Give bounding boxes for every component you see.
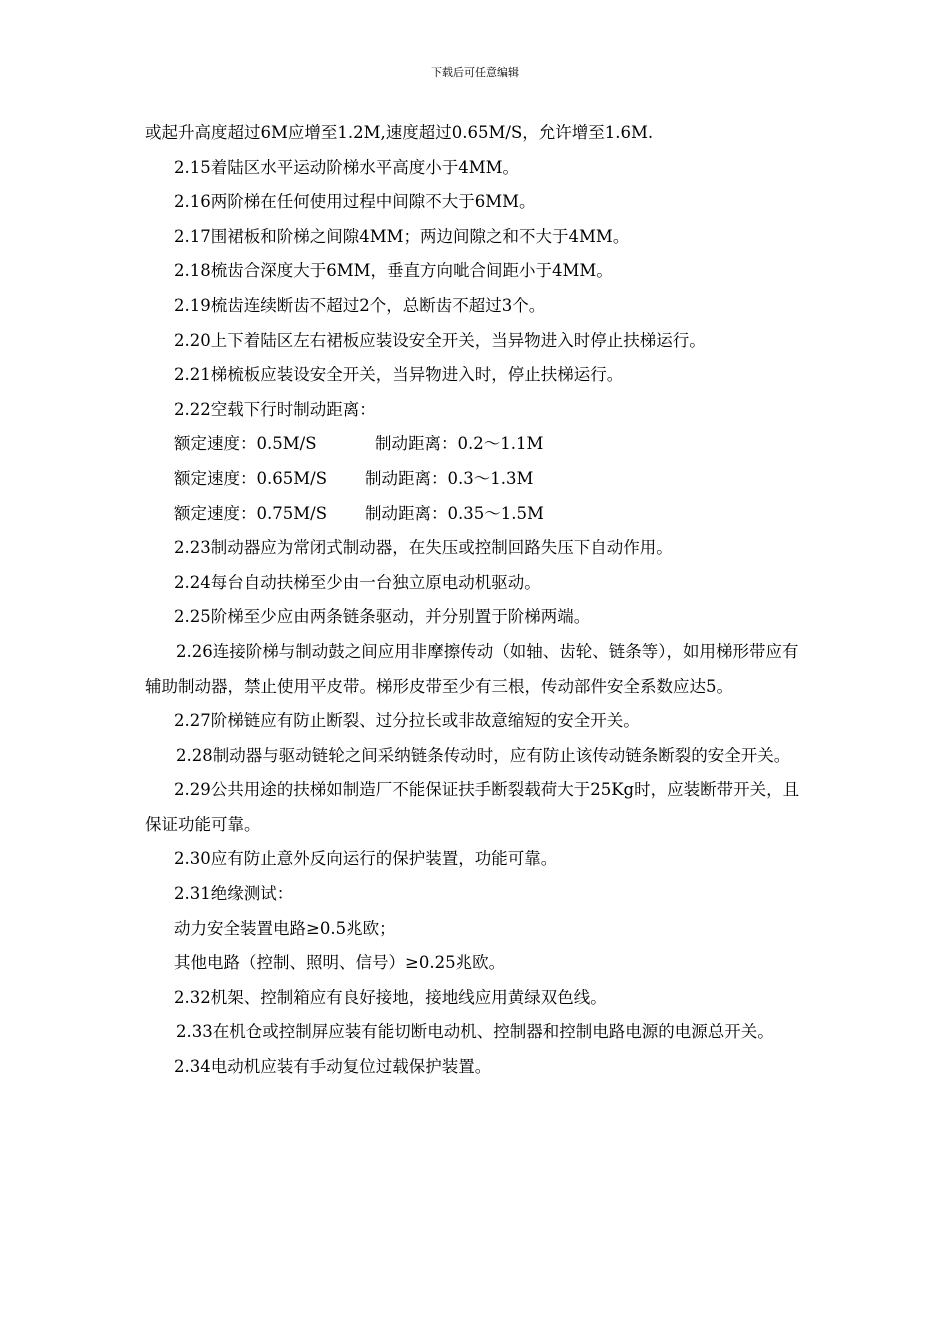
clause-2-32: 2.32机架、控制箱应有良好接地，接地线应用黄绿双色线。 <box>174 987 607 1007</box>
clause-2-17: 2.17围裙板和阶梯之间隙4MM；两边间隙之和不大于4MM。 <box>174 226 630 246</box>
braking-distance: 制动距离：0.2～1.1M <box>375 434 544 454</box>
clause-2-22: 2.22空载下行时制动距离： <box>174 399 376 419</box>
rated-speed: 额定速度：0.5M/S <box>174 434 317 454</box>
braking-row <box>145 497 813 532</box>
rated-speed: 额定速度：0.75M/S <box>174 503 327 523</box>
document-body <box>145 116 813 1085</box>
clause-2-34: 2.34电动机应装有手动复位过载保护装置。 <box>174 1057 492 1077</box>
paragraph-continuation: 或起升高度超过6M应增至1.2M,速度超过0.65M/S，允许增至1.6M. <box>145 123 654 142</box>
page-header: 下载后可任意编辑 <box>431 66 519 79</box>
rated-speed: 额定速度：0.65M/S <box>174 468 327 488</box>
braking-distance: 制动距离：0.35～1.5M <box>365 503 544 523</box>
braking-distance-table <box>145 427 813 531</box>
clause-2-21: 2.21梯梳板应装设安全开关，当异物进入时，停止扶梯运行。 <box>174 365 624 385</box>
braking-row <box>145 427 813 462</box>
clause-2-28: 2.28制动器与驱动链轮之间采纳链条传动时，应有防止该传动链条断裂的安全开关。 <box>176 745 791 765</box>
clause-2-24: 2.24每台自动扶梯至少由一台独立原电动机驱动。 <box>174 572 541 592</box>
clause-2-25: 2.25阶梯至少应由两条链条驱动，并分别置于阶梯两端。 <box>174 607 591 627</box>
clause-2-18: 2.18梳齿合深度大于6MM，垂直方向呲合间距小于4MM。 <box>174 261 613 281</box>
clause-2-33: 2.33在机仓或控制屏应装有能切断电动机、控制器和控制电路电源的电源总开关。 <box>176 1022 774 1042</box>
clause-2-23: 2.23制动器应为常闭式制动器，在失压或控制回路失压下自动作用。 <box>174 538 673 558</box>
clause-2-26: 2.26连接阶梯与制动鼓之间应用非摩擦传动（如轴、齿轮、链条等），如用梯形带应有辅助制动器，禁止使用平皮带。梯形皮带至少有三根，传动部件安全系数应达5。 <box>145 641 799 696</box>
clause-2-15: 2.15着陆区水平运动阶梯水平高度小于4MM。 <box>174 157 520 177</box>
clause-2-19: 2.19梳齿连续断齿不超过2个，总断齿不超过3个。 <box>174 295 546 315</box>
clause-2-29: 2.29公共用途的扶梯如制造厂不能保证扶手断裂载荷大于25Kg时，应装断带开关，且保证功能可靠。 <box>145 780 800 834</box>
braking-distance: 制动距离：0.3～1.3M <box>365 468 534 488</box>
clause-2-20: 2.20上下着陆区左右裙板应装设安全开关，当异物进入时停止扶梯运行。 <box>174 330 706 350</box>
braking-row <box>145 462 813 497</box>
insulation-other-circuits: 其他电路（控制、照明、信号）≥0.25兆欧。 <box>174 953 506 973</box>
clause-2-16: 2.16两阶梯在任何使用过程中间隙不大于6MM。 <box>174 192 536 212</box>
insulation-power-circuit: 动力安全装置电路≥0.5兆欧； <box>174 918 396 938</box>
clause-2-27: 2.27阶梯链应有防止断裂、过分拉长或非故意缩短的安全开关。 <box>174 711 640 731</box>
clause-2-30: 2.30应有防止意外反向运行的保护装置，功能可靠。 <box>174 849 558 869</box>
clause-2-31: 2.31绝缘测试： <box>174 884 294 904</box>
